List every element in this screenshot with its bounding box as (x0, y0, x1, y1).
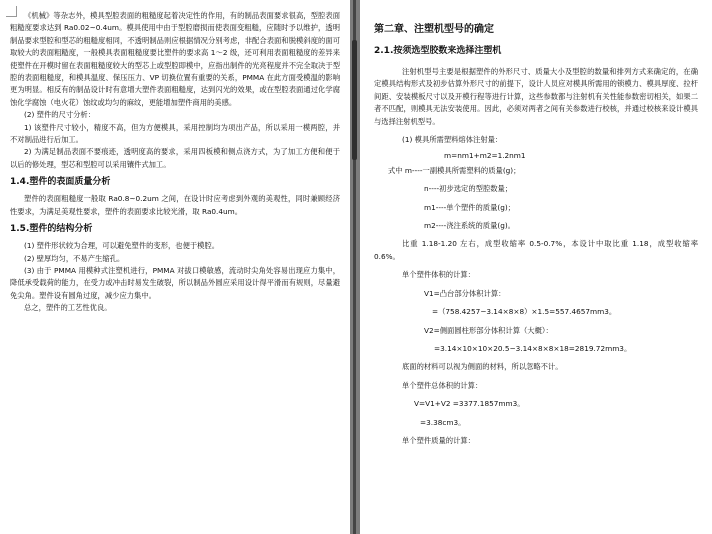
chapter-title: 第二章、注塑机型号的确定 (374, 24, 494, 35)
formula-line: =3.38cm3。 (420, 417, 466, 427)
body-paragraph: 比重 1.18-1.20 左右，成型收缩率 0.5-0.7%，本设计中取比重 1.18，成型收缩率 0.6%。 (374, 239, 698, 261)
formula-line: =3.14×10×10×20.5−3.14×8×8×18=2819.72mm3。 (434, 343, 632, 353)
list-item: (2) 塑件的尺寸分析： (24, 110, 96, 120)
calc-heading: 单个塑件体积的计算： (402, 270, 475, 280)
list-item: 1) 该塑件尺寸较小，精度不高，但为方便模具，采用控制均为项出产品，所以采用一模两腔，并不对制品进行后加工。 (10, 122, 340, 145)
formula-label: V1=凸台部分体积计算： (424, 288, 506, 298)
calc-heading: (1) 模具所需塑料熔体注射量： (402, 135, 503, 145)
body-paragraph: 注射机型号主要是根据塑件的外形尺寸、质量大小及型腔的数量和排列方式来确定的，在确定模具结构形式及初步估算外形尺寸的前提下，设计人员应对模具所需用的锁模力、模具厚度、拉杆间距、安装模板尺寸以及开模行程等进行计算，这些参数都与注射机有关性能参数密切相关，如果二者不匹配，则模具无法安装使用。因此，必须对两者之间有关参数进行校核，并通过校核来设计模具与选择注射机型号。 (374, 67, 698, 126)
left-document-page (0, 0, 350, 534)
calc-heading: 单个塑件质量的计算： (402, 435, 475, 445)
variable-definition: n----初步选定的型腔数量； (424, 184, 513, 194)
list-item: (3) 由于 PMMA 用模种式注塑机进行，PMMA 对拔口模敏感，流动时尖角处容易出现应力集中，降低承受载荷的能力，在受力或冲击时易发生破裂，所以制品外圆应采用设计得平滑而有规则，尽量避免尖角。塑件设有圆角过度，减少应力集中。 (10, 265, 340, 300)
variable-definition: m2----浇注系统的质量(g)。 (424, 221, 515, 231)
page-corner-mark (6, 6, 17, 17)
formula-description: 式中 m----一副模具所需塑料的质量(g)； (388, 165, 521, 175)
calc-heading: 单个塑件总体积的计算： (402, 380, 483, 390)
scrollbar-thumb[interactable] (352, 40, 357, 160)
right-document-page (360, 0, 712, 534)
section-heading-1-5: 1.5.塑件的结构分析 (10, 224, 93, 235)
list-item: (1) 塑件形状较为合理，可以避免塑件的变形，也便于模腔。 (24, 241, 220, 251)
page-gutter-scrollbar[interactable] (350, 0, 360, 534)
section-heading-2-1: 2.1.按须选型胶数来选择注塑机 (374, 46, 502, 56)
list-item: (2) 壁厚均匀，不易产生缩孔。 (24, 253, 125, 263)
body-paragraph: 塑件的表面粗糙度一般取 Ra0.8~0.2um 之间，在设计时应考虑到外观的美观性，同时兼顾经济性要求，为满足美观性要求，塑件的表面要求比较光滑，取 Ra0.4um。 (10, 194, 340, 216)
formula-line: =（758.4257−3.14×8×8）×1.5=557.4657mm3。 (432, 307, 617, 317)
body-paragraph: 《机械》等杂志外，模具型腔表面的粗糙度起着决定性的作用，有的制品表面要求很高，型腔表面粗糙度要求达到 Ra0.02~0.4um。模具使用中由于型腔磨损而使表面变粗糙，应随时予以维护，透明制品要求型腔和型芯的粗糙度相同，不透明制品则应根据情况分别考虑，非配合表面和脱模斜度的面可取较大的表面粗糙度，一般模具表面粗糙度要比塑件的要求高 1～2 级，还可利用表面粗糙度的差异来使塑件在开模时留在表面粗糙度较大的型芯上或型腔即模中，应指出制件的光亮程度并不完全取决于型腔的表面粗糙度，和模具温度、保压压力、VP 切换位置有重要的关系，PMMA 在此方面受模温的影响更为明显。相反有的制品设计时有意增大塑件表面粗糙度，达到闪光的效果，或在型腔表面通过化学腐蚀化学腐蚀（电火花）蚀纹或均匀的麻纹，更能增加塑件商用的美感。 (10, 11, 340, 107)
section-heading-1-4: 1.4.塑件的表面质量分析 (10, 177, 111, 188)
body-paragraph: 底面的材料可以视为侧面的材料，所以忽略不计。 (402, 362, 563, 372)
formula-label: V2=侧面圆柱形部分体积计算（大概）： (424, 325, 553, 335)
formula-line: V=V1+V2 =3377.1857mm3。 (414, 399, 525, 409)
list-item: 2) 为满足制品表面不要痕迹，透明度高的要求，采用四板模和侧点浇方式，为了加工方便和便于以后的修处理，型芯和型腔可以采用镶件式加工。 (10, 147, 340, 169)
body-paragraph: 总之，塑件的工艺性优良。 (24, 303, 112, 313)
variable-definition: m1----单个塑件的质量(g)； (424, 202, 515, 212)
formula-line: m=nm1+m2=1.2nm1 (444, 151, 526, 161)
